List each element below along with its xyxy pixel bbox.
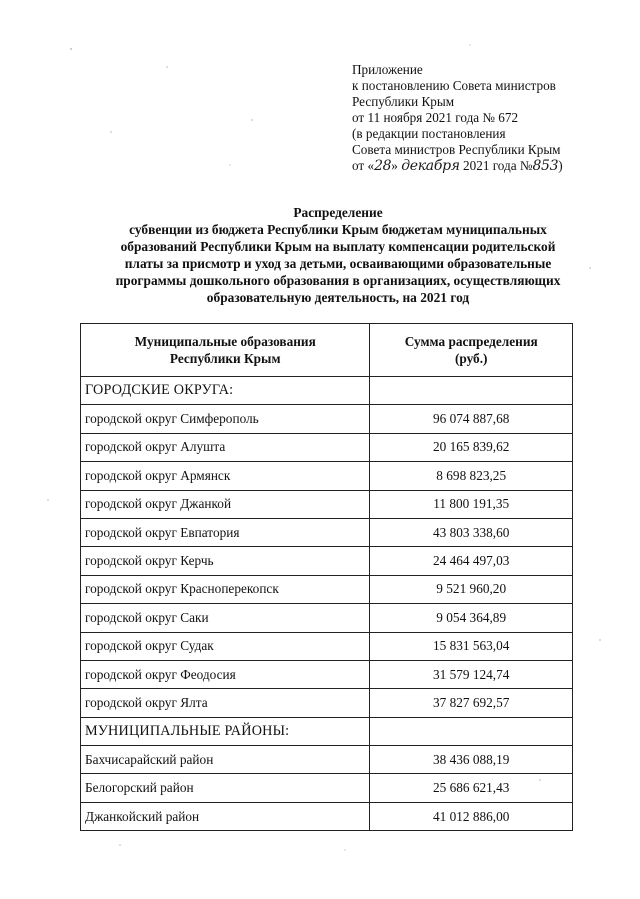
- distribution-table: [80, 323, 573, 831]
- title-line: программы дошкольного образования в организациях, осуществляющих: [115, 273, 561, 288]
- distribution-sum: [370, 377, 573, 405]
- municipality-name: ГОРОДСКИЕ ОКРУГА:: [81, 377, 370, 405]
- distribution-sum: 9 054 364,89: [370, 604, 573, 632]
- appendix-line: Республики Крым: [352, 94, 455, 109]
- header-municipality: [81, 324, 370, 377]
- distribution-sum: 25 686 621,43: [370, 774, 573, 802]
- table-row: [81, 604, 573, 632]
- distribution-sum: 11 800 191,35: [370, 490, 573, 518]
- table-row: [81, 575, 573, 603]
- appendix-line: Совета министров Республики Крым: [352, 142, 561, 157]
- title-line: образований Республики Крым на выплату компенсации родительской: [120, 239, 556, 254]
- municipality-name: Джанкойский район: [81, 802, 370, 830]
- distribution-sum: 96 074 887,68: [370, 405, 573, 433]
- title-line: образовательную деятельность, на 2021 год: [206, 290, 470, 305]
- table-row: [81, 462, 573, 490]
- distribution-sum: 31 579 124,74: [370, 660, 573, 688]
- header-sum: [370, 324, 573, 377]
- municipality-name: городской округ Армянск: [81, 462, 370, 490]
- municipality-name: городской округ Евпатория: [81, 518, 370, 546]
- date-year: 2021 года №: [459, 158, 533, 173]
- table-row: [81, 632, 573, 660]
- header-municipality-line1: Муниципальные образования: [134, 334, 316, 349]
- header-sum-line2: (руб.): [454, 351, 488, 366]
- table-row: [81, 405, 573, 433]
- table-body: [81, 377, 573, 831]
- date-prefix: от «: [352, 158, 375, 173]
- municipality-name: городской округ Феодосия: [81, 660, 370, 688]
- municipality-name: городской округ Ялта: [81, 689, 370, 717]
- appendix-line: Приложение: [352, 62, 423, 77]
- appendix-date-line: [352, 158, 632, 174]
- municipality-name: городской округ Алушта: [81, 433, 370, 461]
- table-row: [81, 689, 573, 717]
- distribution-sum: [370, 717, 573, 745]
- header-municipality-line2: Республики Крым: [169, 351, 281, 366]
- date-suffix: ): [558, 158, 563, 173]
- table-row: [81, 490, 573, 518]
- handwritten-number: 853: [532, 158, 559, 174]
- table-row: [81, 774, 573, 802]
- table-group-row: [81, 377, 573, 405]
- distribution-sum: 9 521 960,20: [370, 575, 573, 603]
- appendix-line: (в редакции постановления: [352, 126, 506, 141]
- table-header-row: [81, 324, 573, 377]
- municipality-name: городской округ Керчь: [81, 547, 370, 575]
- title-line: платы за присмотр и уход за детьми, осваивающими образовательные: [124, 256, 552, 271]
- appendix-line: от 11 ноября 2021 года № 672: [352, 110, 519, 125]
- distribution-sum: 24 464 497,03: [370, 547, 573, 575]
- distribution-sum: 43 803 338,60: [370, 518, 573, 546]
- table-row: [81, 660, 573, 688]
- table-row: [81, 547, 573, 575]
- municipality-name: МУНИЦИПАЛЬНЫЕ РАЙОНЫ:: [81, 717, 370, 745]
- table-row: [81, 802, 573, 830]
- municipality-name: городской округ Саки: [81, 604, 370, 632]
- title-line: субвенции из бюджета Республики Крым бюджетам муниципальных: [129, 222, 547, 237]
- municipality-name: городской округ Красноперекопск: [81, 575, 370, 603]
- distribution-sum: 15 831 563,04: [370, 632, 573, 660]
- municipality-name: Белогорский район: [81, 774, 370, 802]
- appendix-block: [352, 62, 632, 174]
- document-title: [60, 204, 616, 306]
- handwritten-month: декабря: [401, 158, 460, 174]
- distribution-sum: 8 698 823,25: [370, 462, 573, 490]
- table-group-row: [81, 717, 573, 745]
- table-row: [81, 746, 573, 774]
- handwritten-day: 28: [374, 158, 392, 174]
- table-row: [81, 518, 573, 546]
- municipality-name: Бахчисарайский район: [81, 746, 370, 774]
- header-sum-line1: Сумма распределения: [404, 334, 538, 349]
- appendix-line: к постановлению Совета министров: [352, 78, 556, 93]
- municipality-name: городской округ Судак: [81, 632, 370, 660]
- table-row: [81, 433, 573, 461]
- distribution-sum: 20 165 839,62: [370, 433, 573, 461]
- distribution-sum: 37 827 692,57: [370, 689, 573, 717]
- municipality-name: городской округ Симферополь: [81, 405, 370, 433]
- distribution-sum: 38 436 088,19: [370, 746, 573, 774]
- distribution-sum: 41 012 886,00: [370, 802, 573, 830]
- municipality-name: городской округ Джанкой: [81, 490, 370, 518]
- title-heading: Распределение: [293, 205, 383, 220]
- date-separator: »: [391, 158, 402, 173]
